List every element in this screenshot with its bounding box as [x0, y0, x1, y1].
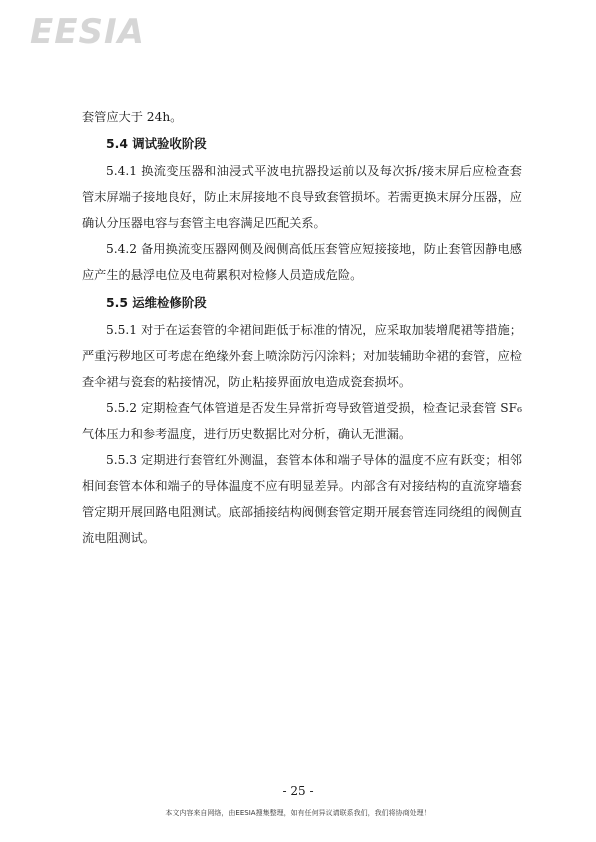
footer-note: 本文内容来自网络，由EESIA搜集整理，如有任何异议请联系我们，我们将协商处理！ — [165, 809, 431, 817]
paragraph-5-4-1: 5.4.1 换流变压器和油浸式平波电抗器投运前以及每次拆/接末屏后应检查套管末屏端子接地良好，防止末屏接地不良导致套管损坏。若需更换末屏分压器，应确认分压器电容与套管主电容满足匹配关系。 — [82, 164, 522, 231]
paragraph-5-5-2: 5.5.2 定期检查气体管道是否发生异常折弯导致管道受损，检查记录套管 SF₆气体压力和参考温度，进行历史数据比对分析，确认无泄漏。 — [82, 400, 522, 441]
section-heading-5-5: 5.5 运维检修阶段 — [106, 294, 207, 310]
page-number: - 25 - — [282, 784, 314, 798]
section-heading-5-4: 5.4 调试验收阶段 — [106, 136, 207, 152]
page-content — [82, 104, 522, 551]
paragraph-5-4-2: 5.4.2 备用换流变压器网侧及阀侧高低压套管应短接接地，防止套管因静电感应产生的悬浮电位及电荷累积对检修人员造成危险。 — [82, 242, 522, 283]
paragraph-continuation: 套管应大于 24h。 — [82, 110, 183, 124]
eesia-logo: EESIA — [30, 12, 145, 52]
paragraph-5-5-1: 5.5.1 对于在运套管的伞裙间距低于标准的情况，应采取加装增爬裙等措施；严重污秽地区可考虑在绝缘外套上喷涂防污闪涂料；对加装辅助伞裙的套管，应检查伞裙与瓷套的粘接情况，防止粘接界面放电造成瓷套损坏。 — [82, 322, 522, 389]
paragraph-5-5-3: 5.5.3 定期进行套管红外测温，套管本体和端子导体的温度不应有跃变；相邻相间套管本体和端子的导体温度不应有明显差异。内部含有对接结构的直流穿墙套管定期开展回路电阻测试。底部插接结构阀侧套管定期开展套管连同绕组的阀侧直流电阻测试。 — [82, 453, 522, 546]
